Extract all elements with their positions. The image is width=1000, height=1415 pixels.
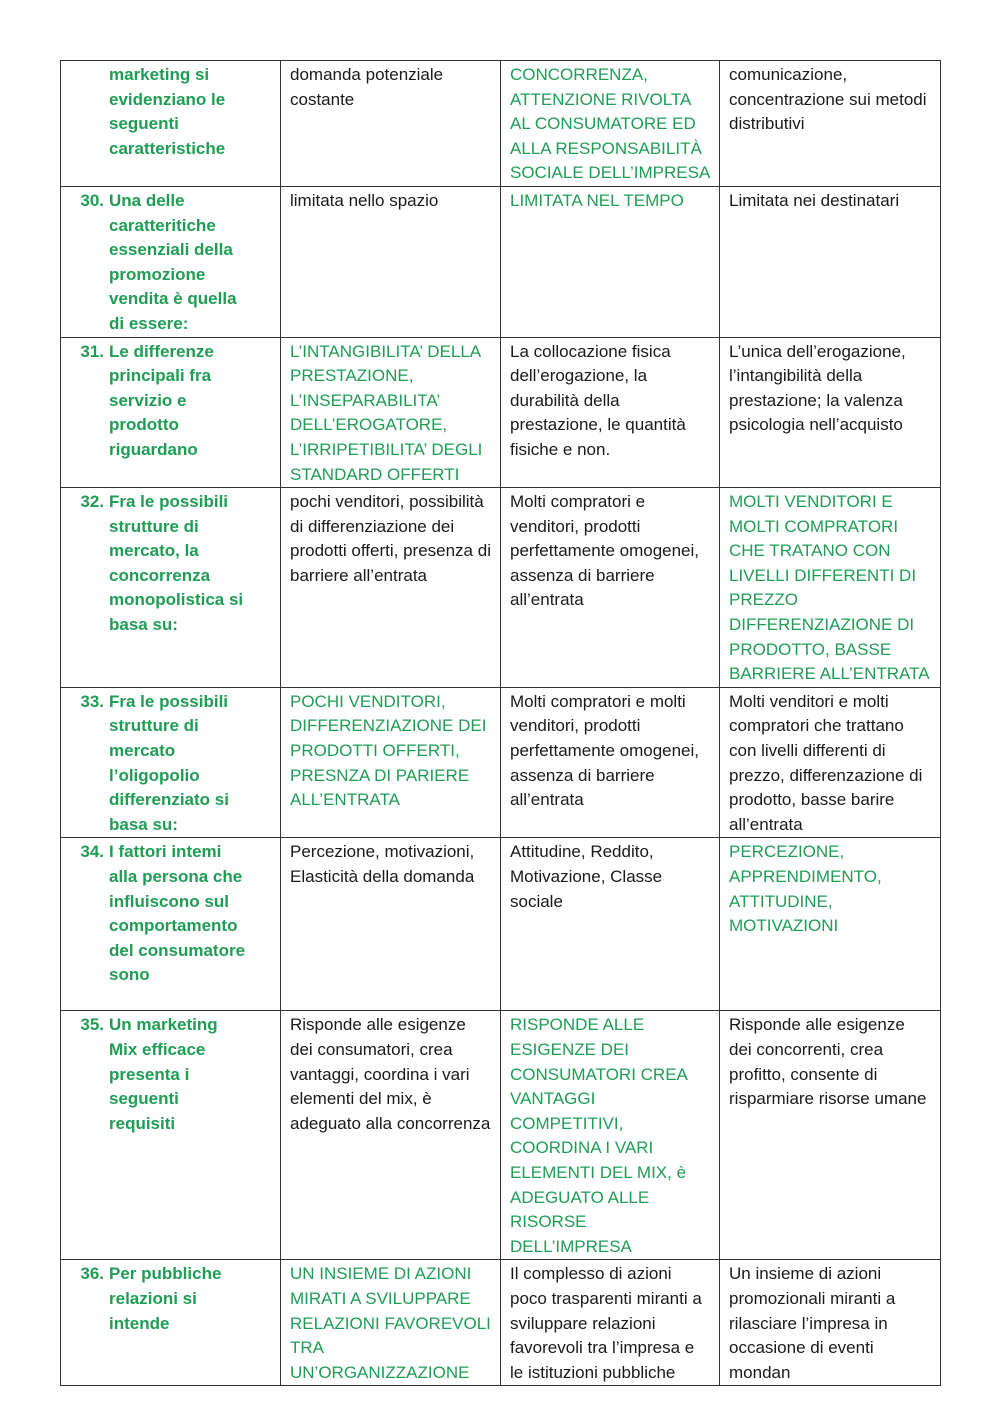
- question-text: Un marketing Mix efficace presenta i seguenti requisiti: [109, 1015, 218, 1133]
- question-text: Una delle caratteritiche essenziali della promozione vendita è quella di essere:: [109, 190, 237, 333]
- question-cell: [61, 337, 281, 488]
- answer-b-cell: Molti compratori e venditori, prodotti perfettamente omogenei, assenza di barriere all’entrata: [501, 488, 720, 688]
- question-text: marketing si evidenziano le seguenti caratteristiche: [109, 65, 226, 158]
- table-row: [61, 186, 941, 337]
- question-text: Fra le possibili strutture di mercato, la concorrenza monopolistica si basa su:: [109, 492, 244, 635]
- answer-b-cell: La collocazione fisica dell’erogazione, la durabilità della prestazione, le quantità fisiche e non.: [501, 337, 720, 488]
- question-text: Le differenze principali fra servizio e prodotto riguardano: [109, 341, 214, 459]
- quiz-table: [60, 60, 941, 1386]
- answer-a-cell: pochi venditori, possibilità di differenziazione dei prodotti offerti, presenza di barriere all’entrata: [281, 488, 501, 688]
- question-cell: [61, 61, 281, 187]
- answer-a-cell: limitata nello spazio: [281, 186, 501, 337]
- question-number: 33.: [80, 691, 104, 711]
- answer-a-cell: UN INSIEME DI AZIONI MIRATI A SVILUPPARE RELAZIONI FAVOREVOLI TRA UN’ORGANIZZAZIONE: [281, 1260, 501, 1386]
- table-row: [61, 337, 941, 488]
- answer-c-cell: Limitata nei destinatari: [720, 186, 941, 337]
- answer-c-cell: Molti venditori e molti compratori che trattano con livelli differenti di prezzo, differenzazione di prodotto, basse barire all’entrata: [720, 687, 941, 838]
- answer-a-cell: domanda potenziale costante: [281, 61, 501, 187]
- answer-c-cell: MOLTI VENDITORI E MOLTI COMPRATORI CHE TRATANO CON LIVELLI DIFFERENTI DI PREZZO DIFFERENZIAZIONE DI PRODOTTO, BASSE BARRIERE ALL’ENTRATA: [720, 488, 941, 688]
- question-text: Fra le possibili strutture di mercato l’oligopolio differenziato si basa su:: [109, 691, 229, 834]
- question-number: 30.: [80, 190, 104, 210]
- answer-b-cell: Attitudine, Reddito, Motivazione, Classe sociale: [501, 838, 720, 1011]
- question-cell: [61, 186, 281, 337]
- question-cell: [61, 1260, 281, 1386]
- answer-a-cell: L’INTANGIBILITA’ DELLA PRESTAZIONE, L’INSEPARABILITA’ DELL’EROGATORE, L’IRRIPETIBILITA’ DEGLI STANDARD OFFERTI: [281, 337, 501, 488]
- table-row: [61, 1260, 941, 1386]
- answer-b-cell: Il complesso di azioni poco trasparenti miranti a sviluppare relazioni favorevoli tra l’impresa e le istituzioni pubbliche: [501, 1260, 720, 1386]
- question-cell: [61, 1011, 281, 1260]
- answer-c-cell: L’unica dell’erogazione, l’intangibilità della prestazione; la valenza psicologia nell’acquisto: [720, 337, 941, 488]
- answer-c-cell: Risponde alle esigenze dei concorrenti, crea profitto, consente di risparmiare risorse umane: [720, 1011, 941, 1260]
- question-cell: [61, 687, 281, 838]
- question-cell: [61, 838, 281, 1011]
- question-number: 32.: [80, 492, 104, 512]
- table-row: [61, 61, 941, 187]
- answer-b-cell: RISPONDE ALLE ESIGENZE DEI CONSUMATORI CREA VANTAGGI COMPETITIVI, COORDINA I VARI ELEMENTI DEL MIX, è ADEGUATO ALLE RISORSE DELL’IMPRESA: [501, 1011, 720, 1260]
- answer-b-cell: CONCORRENZA, ATTENZIONE RIVOLTA AL CONSUMATORE ED ALLA RESPONSABILITÀ SOCIALE DELL’IMPRESA: [501, 61, 720, 187]
- question-number: 34.: [80, 842, 104, 862]
- table-row: [61, 687, 941, 838]
- question-text: I fattori intemi alla persona che influiscono sul comportamento del consumatore sono: [109, 842, 246, 985]
- table-row: [61, 488, 941, 688]
- table-row: [61, 1011, 941, 1260]
- question-text: Per pubbliche relazioni si intende: [109, 1264, 222, 1333]
- question-cell: [61, 488, 281, 688]
- answer-b-cell: LIMITATA NEL TEMPO: [501, 186, 720, 337]
- answer-a-cell: POCHI VENDITORI, DIFFERENZIAZIONE DEI PRODOTTI OFFERTI, PRESNZA DI PARIERE ALL’ENTRATA: [281, 687, 501, 838]
- question-number: 35.: [80, 1015, 104, 1035]
- question-number: 31.: [80, 341, 104, 361]
- answer-c-cell: PERCEZIONE, APPRENDIMENTO, ATTITUDINE, MOTIVAZIONI: [720, 838, 941, 1011]
- table-row: [61, 838, 941, 1011]
- answer-a-cell: Percezione, motivazioni, Elasticità della domanda: [281, 838, 501, 1011]
- answer-c-cell: Un insieme di azioni promozionali miranti a rilasciare l’impresa in occasione di eventi mondan: [720, 1260, 941, 1386]
- answer-c-cell: comunicazione, concentrazione sui metodi distributivi: [720, 61, 941, 187]
- answer-a-cell: Risponde alle esigenze dei consumatori, crea vantaggi, coordina i vari elementi del mix, è adeguato alla concorrenza: [281, 1011, 501, 1260]
- answer-b-cell: Molti compratori e molti venditori, prodotti perfettamente omogenei, assenza di barriere all’entrata: [501, 687, 720, 838]
- question-number: 36.: [80, 1264, 104, 1284]
